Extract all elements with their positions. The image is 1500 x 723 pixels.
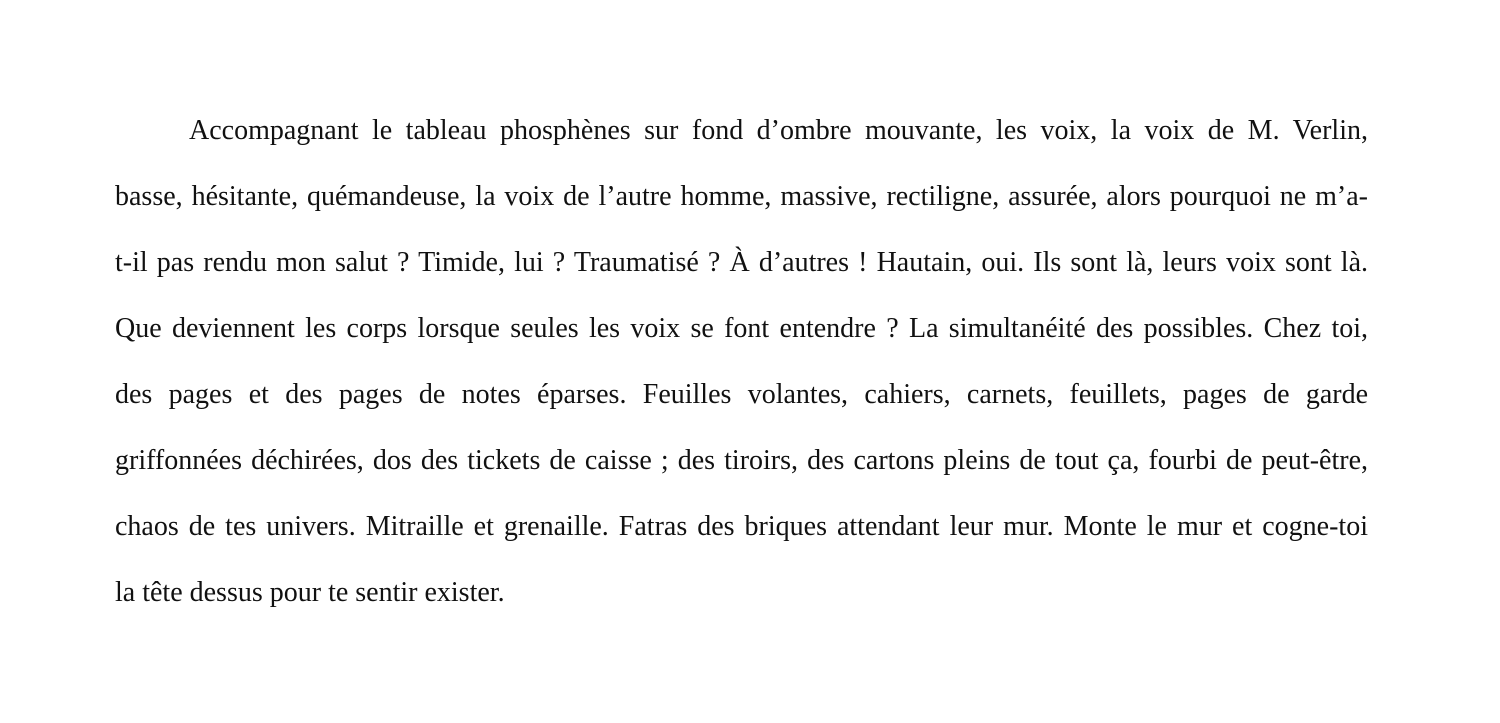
- paragraph-line: basse, hésitante, quémandeuse, la voix de l’autre homme, massive, rectiligne, assurée, alors pourquoi ne m’a-: [115, 181, 1368, 212]
- paragraph-line: la tête dessus pour te sentir exister.: [115, 577, 505, 608]
- paragraph-line: des pages et des pages de notes éparses. Feuilles volantes, cahiers, carnets, feuillets, pages de garde: [115, 379, 1368, 410]
- paragraph-line: griffonnées déchirées, dos des tickets de caisse ; des tiroirs, des cartons pleins de tout ça, fourbi de peut-être,: [115, 445, 1368, 476]
- paragraph-line: Accompagnant le tableau phosphènes sur fond d’ombre mouvante, les voix, la voix de M. Verlin,: [189, 115, 1368, 146]
- paragraph-line: t-il pas rendu mon salut ? Timide, lui ? Traumatisé ? À d’autres ! Hautain, oui. Ils sont là, leurs voix sont là.: [115, 247, 1368, 278]
- paragraph: [115, 98, 1368, 626]
- paragraph-line: chaos de tes univers. Mitraille et grenaille. Fatras des briques attendant leur mur. Monte le mur et cogne-toi: [115, 511, 1368, 542]
- paragraph-line: Que deviennent les corps lorsque seules les voix se font entendre ? La simultanéité des possibles. Chez toi,: [115, 313, 1368, 344]
